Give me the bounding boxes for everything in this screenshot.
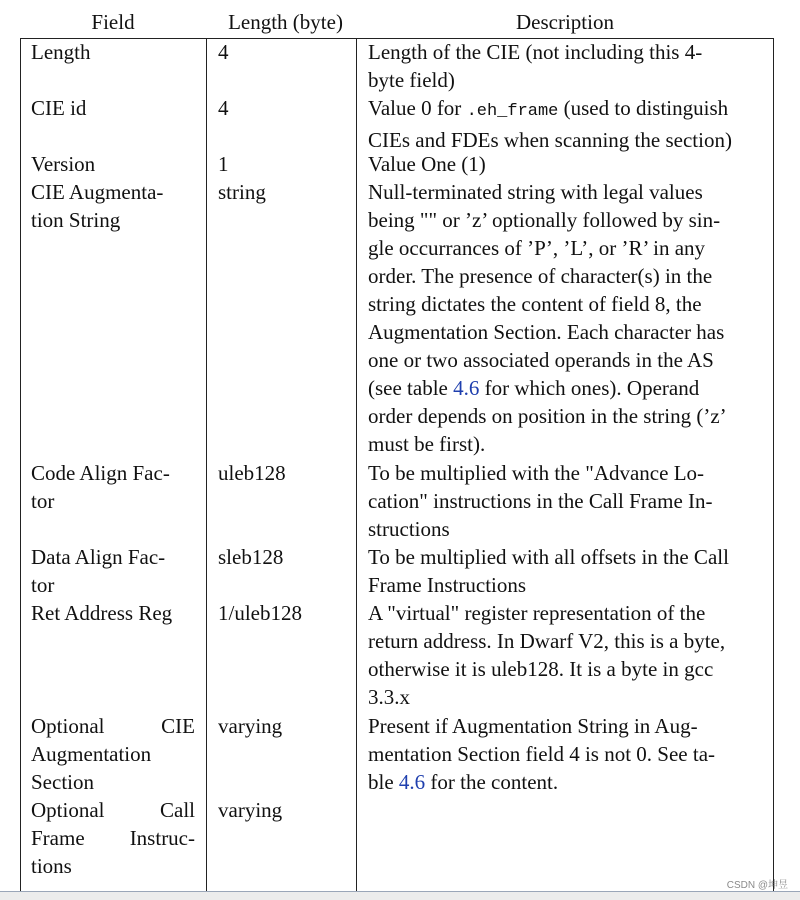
table-row-field: Ret Address Reg <box>31 601 173 625</box>
table-row-description: Length of the CIE (not including this 4- byte field) <box>368 40 703 92</box>
watermark: CSDN @坤昱 <box>726 880 788 891</box>
table-row-description: To be multiplied with all offsets in the Call Frame Instructions <box>368 545 729 597</box>
table-row-field: Length <box>31 40 91 64</box>
column-divider-1 <box>206 38 207 891</box>
table-row-length: 4 <box>218 40 229 64</box>
table-row-field: Optional CIE Augmentation Section <box>31 714 195 794</box>
table-row-description: Null-terminated string with legal values being "" or ’z’ optionally followed by sin- gle occurrances of ’P’, ’L’, or ’R’ in any order. The presence of character(s) in the string dictates the content of field 8, the Augmentation Section. Each character has one or two associated operands in the AS (see table 4.6 for which ones). Operand order depends on position in the string (’z’ must be first). <box>368 180 727 456</box>
header-description: Description <box>516 10 614 34</box>
table-row-description: Value 0 for .eh_frame (used to distinguish CIEs and FDEs when scanning the section) <box>368 96 732 152</box>
table-row-field: CIE Augmenta- tion String <box>31 180 164 232</box>
table-ref-link[interactable]: 4.6 <box>398 770 426 794</box>
table-row-length: 1/uleb128 <box>218 601 302 625</box>
header-length: Length (byte) <box>228 10 343 34</box>
cie-table <box>20 0 774 891</box>
table-row-field: Optional Call Frame Instruc- tions <box>31 798 195 878</box>
table-row-field: Code Align Fac- tor <box>31 461 170 513</box>
right-border <box>773 38 774 891</box>
table-row-description: Present if Augmentation String in Aug- mentation Section field 4 is not 0. See ta- ble 4.6 for the content. <box>368 714 716 794</box>
table-row-description: To be multiplied with the "Advance Lo- cation" instructions in the Call Frame In- structions <box>368 461 713 541</box>
table-row-length: uleb128 <box>218 461 286 485</box>
left-border <box>20 38 21 891</box>
column-divider-2 <box>356 38 357 891</box>
code-eh-frame: .eh_frame <box>466 102 559 121</box>
header-field: Field <box>91 10 135 34</box>
table-ref-link[interactable]: 4.6 <box>453 376 480 400</box>
table-row-length: varying <box>218 798 283 822</box>
table-row-length: varying <box>218 714 283 738</box>
table-row-field: Data Align Fac- tor <box>31 545 166 597</box>
table-row-field: Version <box>31 152 96 176</box>
table-row-length: sleb128 <box>218 545 284 569</box>
table-row-description: A "virtual" register representation of the return address. In Dwarf V2, this is a byte, otherwise it is uleb128. It is a byte in gcc 3.3.x <box>368 601 726 709</box>
table-row-length: 1 <box>218 152 229 176</box>
table-row-length: 4 <box>218 96 229 120</box>
table-row-description: Value One (1) <box>368 152 486 176</box>
table-row-length: string <box>218 180 266 204</box>
table-row-field: CIE id <box>31 96 87 120</box>
